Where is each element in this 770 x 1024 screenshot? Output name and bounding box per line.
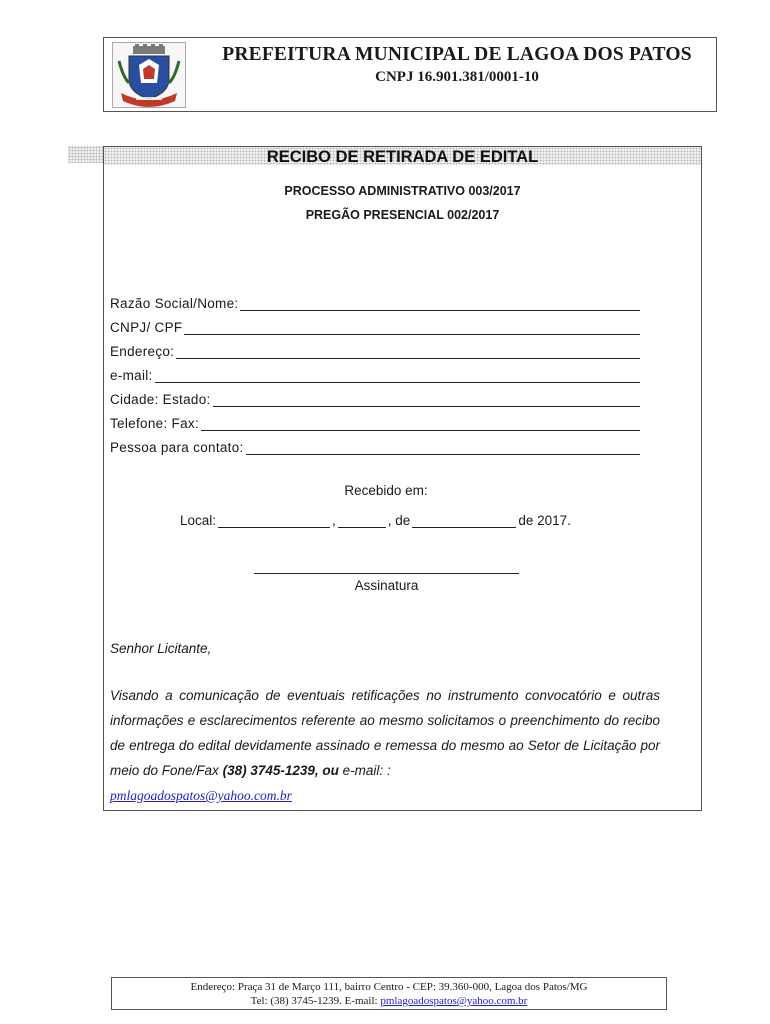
- local-blank[interactable]: [218, 515, 330, 528]
- footer-tel: Tel: (38) 3745-1239. E-mail:: [250, 995, 378, 1007]
- month-blank[interactable]: [412, 515, 516, 528]
- comma: ,: [332, 513, 336, 528]
- local-label: Local:: [180, 513, 217, 528]
- footer-address: [111, 977, 667, 1010]
- decorative-dotted-strip: [68, 146, 104, 163]
- greeting: Senhor Licitante,: [110, 641, 212, 656]
- field-pessoa-contato[interactable]: [110, 439, 640, 455]
- footer-line1: Endereço: Praça 31 de Março 111, bairro Centro - CEP: 39.360-000, Lagoa dos Patos/MG: [190, 981, 588, 993]
- footer-line2: [112, 994, 666, 1008]
- municipality-cnpj: CNPJ 16.901.381/0001-10: [375, 69, 539, 85]
- received-label: Recebido em:: [344, 483, 428, 498]
- field-label: Razão Social/Nome:: [110, 296, 239, 311]
- email-link[interactable]: pmlagoadospatos@yahoo.com.br: [110, 788, 292, 803]
- processo-administrativo: PROCESSO ADMINISTRATIVO 003/2017: [284, 184, 521, 198]
- field-label: Cidade: Estado:: [110, 392, 211, 407]
- fill-line[interactable]: [246, 442, 640, 455]
- paragraph-text: Visando a comunicação de eventuais retificações no instrumento convocatório e outras informações e esclarecimentos referente ao mesmo solicitamos o preenchimento do recibo de entrega do edital devidamente assinado e remessa do mesmo ao Setor de Licitação por meio do Fone/Fax: [110, 688, 660, 778]
- receipt-form-box: [103, 146, 702, 811]
- form-title: RECIBO DE RETIRADA DE EDITAL: [266, 148, 539, 166]
- field-label: e-mail:: [110, 368, 153, 383]
- header-box: [103, 37, 717, 112]
- fill-line[interactable]: [201, 418, 640, 431]
- fill-line[interactable]: [176, 346, 640, 359]
- signature-label: Assinatura: [354, 578, 419, 593]
- instruction-paragraph: [110, 683, 660, 808]
- fill-line[interactable]: [240, 298, 640, 311]
- fill-line[interactable]: [184, 322, 640, 335]
- field-label: CNPJ/ CPF: [110, 320, 183, 335]
- municipal-crest-logo: [112, 42, 186, 108]
- day-blank[interactable]: [338, 515, 386, 528]
- field-label: Telefone: Fax:: [110, 416, 199, 431]
- fill-line[interactable]: [213, 394, 640, 407]
- pregao-presencial: PREGÃO PRESENCIAL 002/2017: [305, 208, 500, 222]
- footer-email-link[interactable]: pmlagoadospatos@yahoo.com.br: [380, 995, 528, 1007]
- field-label: Endereço:: [110, 344, 175, 359]
- signature-line[interactable]: [254, 573, 519, 574]
- field-razao-social[interactable]: [110, 295, 640, 311]
- field-endereco[interactable]: [110, 343, 640, 359]
- fill-line[interactable]: [155, 370, 640, 383]
- field-cnpj-cpf[interactable]: [110, 319, 640, 335]
- field-telefone-fax[interactable]: [110, 415, 640, 431]
- phone-bold: (38) 3745-1239, ou: [222, 763, 339, 778]
- de-label: , de: [387, 513, 411, 528]
- field-email[interactable]: [110, 367, 640, 383]
- field-cidade-estado[interactable]: [110, 391, 640, 407]
- municipality-title: PREFEITURA MUNICIPAL DE LAGOA DOS PATOS: [222, 44, 692, 65]
- local-date-line: [180, 513, 571, 528]
- paragraph-email-prefix: e-mail: :: [342, 763, 391, 778]
- field-label: Pessoa para contato:: [110, 440, 244, 455]
- year-suffix: de 2017.: [518, 513, 571, 528]
